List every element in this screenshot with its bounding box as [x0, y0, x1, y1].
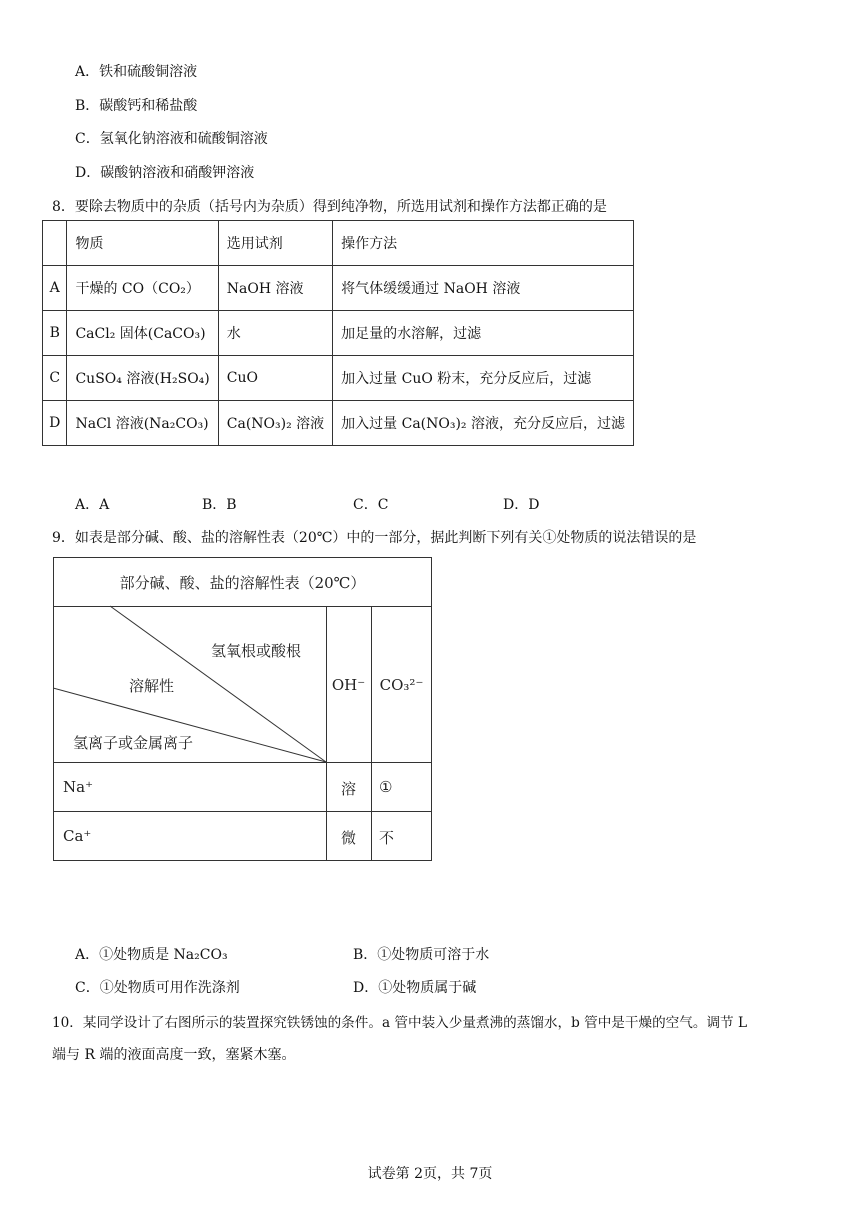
col-header-hydroxide: OH⁻	[331, 676, 366, 694]
substance-cell: 干燥的 CO（CO₂）	[67, 266, 218, 311]
col-header-carbonate: CO₃²⁻	[379, 676, 424, 694]
method-cell: 加足量的水溶解，过滤	[333, 311, 634, 356]
q8-answer-c: C．C	[353, 497, 389, 513]
q7-option-d: D．碳酸钠溶液和硝酸钾溶液	[75, 165, 255, 181]
page-footer: 试卷第 2页，共 7页	[367, 1166, 493, 1182]
q9-option-a: A．①处物质是 Na₂CO₃	[75, 947, 228, 963]
table-row	[43, 311, 634, 356]
substance-cell: NaCl 溶液(Na₂CO₃)	[67, 401, 218, 446]
reagent-cell: NaOH 溶液	[218, 266, 332, 311]
reagent-cell: CuO	[218, 356, 332, 401]
table-header-row	[43, 221, 634, 266]
q9-option-d: D．①处物质属于碱	[353, 980, 477, 996]
diag-label-anion: 氢氧根或酸根	[211, 642, 302, 660]
table-header-cell: 物质	[67, 221, 218, 266]
table-row	[43, 356, 634, 401]
table-header-cell: 选用试剂	[218, 221, 332, 266]
q8-stem: 8．要除去物质中的杂质（括号内为杂质）得到纯净物，所选用试剂和操作方法都正确的是	[52, 199, 607, 215]
solubility-table-figure	[53, 557, 432, 861]
q8-answer-b: B．B	[202, 497, 237, 513]
method-cell: 加入过量 CuO 粉末，充分反应后，过滤	[333, 356, 634, 401]
diag-label-solubility: 溶解性	[129, 677, 175, 695]
row-label: C	[43, 356, 67, 401]
q7-option-b: B．碳酸钙和稀盐酸	[75, 98, 198, 114]
cell-calcium-hydroxide: 微	[340, 829, 356, 847]
table-row	[43, 401, 634, 446]
row-label: D	[43, 401, 67, 446]
substance-cell: CaCl₂ 固体(CaCO₃)	[67, 311, 218, 356]
row-ion-calcium: Ca⁺	[63, 827, 92, 845]
reagent-cell: 水	[218, 311, 332, 356]
q9-option-b: B．①处物质可溶于水	[353, 947, 490, 963]
diag-label-cation: 氢离子或金属离子	[73, 734, 194, 752]
table-row	[43, 266, 634, 311]
q8-answer-d: D．D	[503, 497, 540, 513]
substance-cell: CuSO₄ 溶液(H₂SO₄)	[67, 356, 218, 401]
row-ion-sodium: Na⁺	[63, 778, 93, 796]
q9-option-c: C．①处物质可用作洗涤剂	[75, 980, 240, 996]
q10-stem-line2: 端与 R 端的液面高度一致，塞紧木塞。	[52, 1047, 296, 1063]
cell-sodium-carbonate: ①	[379, 778, 393, 796]
cell-sodium-hydroxide: 溶	[340, 780, 356, 798]
q8-answer-a: A．A	[75, 497, 110, 513]
solubility-table-grid	[53, 557, 432, 861]
solubility-table-title: 部分碱、酸、盐的溶解性表（20℃）	[119, 574, 366, 592]
method-cell: 加入过量 Ca(NO₃)₂ 溶液，充分反应后，过滤	[333, 401, 634, 446]
row-label: B	[43, 311, 67, 356]
cell-calcium-carbonate: 不	[379, 829, 395, 847]
method-cell: 将气体缓缓通过 NaOH 溶液	[333, 266, 634, 311]
q8-table	[42, 220, 634, 446]
reagent-cell: Ca(NO₃)₂ 溶液	[218, 401, 332, 446]
table-header-cell: 操作方法	[333, 221, 634, 266]
q7-option-c: C．氢氧化钠溶液和硫酸铜溶液	[75, 131, 268, 147]
q9-stem: 9．如表是部分碱、酸、盐的溶解性表（20℃）中的一部分，据此判断下列有关①处物质的说法错误的是	[52, 530, 697, 546]
row-label: A	[43, 266, 67, 311]
q10-stem-line1: 10．某同学设计了右图所示的装置探究铁锈蚀的条件。a 管中装入少量煮沸的蒸馏水，b 管中是干燥的空气。调节 L	[52, 1015, 747, 1031]
q7-option-a: A．铁和硫酸铜溶液	[75, 64, 198, 80]
table-header-cell	[43, 221, 67, 266]
